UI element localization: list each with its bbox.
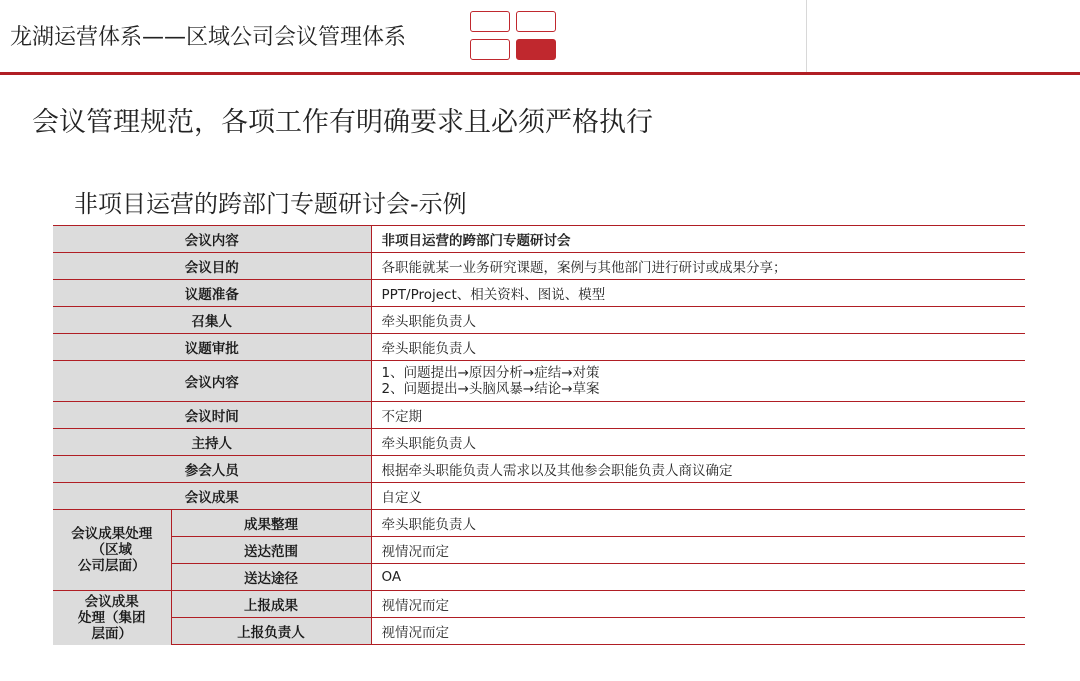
meeting-table: [53, 225, 1025, 645]
row-label: 议题审批: [53, 334, 371, 361]
row-label: 送达途径: [171, 564, 371, 591]
row-label: 会议内容: [53, 361, 371, 402]
table-row: [53, 564, 1025, 591]
table-row: [53, 361, 1025, 402]
row-label: 参会人员: [53, 456, 371, 483]
row-value: 牵头职能负责人: [371, 334, 1025, 361]
row-label: 上报负责人: [171, 618, 371, 645]
group-label-regional: 会议成果处理 （区域 公司层面）: [53, 510, 171, 591]
row-label: 会议时间: [53, 402, 371, 429]
row-label: 召集人: [53, 307, 371, 334]
row-value-line: 1、问题提出→原因分析→症结→对策: [381, 365, 600, 381]
row-value: 牵头职能负责人: [371, 429, 1025, 456]
row-value: PPT/Project、相关资料、图说、模型: [371, 280, 1025, 307]
page-subtitle: 会议管理规范，各项工作有明确要求且必须严格执行: [32, 107, 653, 138]
row-value: 自定义: [371, 483, 1025, 510]
row-value: 视情况而定: [371, 618, 1025, 645]
table-row: [53, 537, 1025, 564]
section-title: 非项目运营的跨部门专题研讨会-示例: [74, 190, 467, 218]
row-value: 牵头职能负责人: [371, 510, 1025, 537]
row-value: 各职能就某一业务研究课题，案例与其他部门进行研讨或成果分享；: [371, 253, 1025, 280]
table-row: [53, 253, 1025, 280]
row-label: 议题准备: [53, 280, 371, 307]
row-label: 上报成果: [171, 591, 371, 618]
row-label: 会议成果: [53, 483, 371, 510]
row-label: 会议内容: [53, 226, 371, 253]
row-value: 视情况而定: [371, 537, 1025, 564]
company-logo: [470, 11, 560, 63]
header-rule: [0, 72, 1080, 75]
row-label: 主持人: [53, 429, 371, 456]
row-value: OA: [371, 564, 1025, 591]
table-row: [53, 226, 1025, 253]
table-row: [53, 456, 1025, 483]
row-value: 非项目运营的跨部门专题研讨会: [371, 226, 1025, 253]
table-row: [53, 429, 1025, 456]
row-value: 牵头职能负责人: [371, 307, 1025, 334]
table-row: [53, 618, 1025, 645]
row-value: 不定期: [371, 402, 1025, 429]
table-row: [53, 402, 1025, 429]
header-title: 龙湖运营体系——区域公司会议管理体系: [10, 25, 407, 50]
row-value: 根据牵头职能负责人需求以及其他参会职能负责人商议确定: [371, 456, 1025, 483]
row-value: [371, 361, 1025, 402]
table-row: [53, 280, 1025, 307]
table-row: [53, 483, 1025, 510]
table-row: [53, 510, 1025, 537]
header-divider: [806, 0, 807, 72]
row-label: 成果整理: [171, 510, 371, 537]
group-label-group: 会议成果 处理（集团 层面）: [53, 591, 171, 645]
table-row: [53, 334, 1025, 361]
row-label: 会议目的: [53, 253, 371, 280]
table-row: [53, 307, 1025, 334]
row-label: 送达范围: [171, 537, 371, 564]
row-value: 视情况而定: [371, 591, 1025, 618]
row-value-line: 2、问题提出→头脑风暴→结论→草案: [381, 381, 600, 397]
table-row: [53, 591, 1025, 618]
